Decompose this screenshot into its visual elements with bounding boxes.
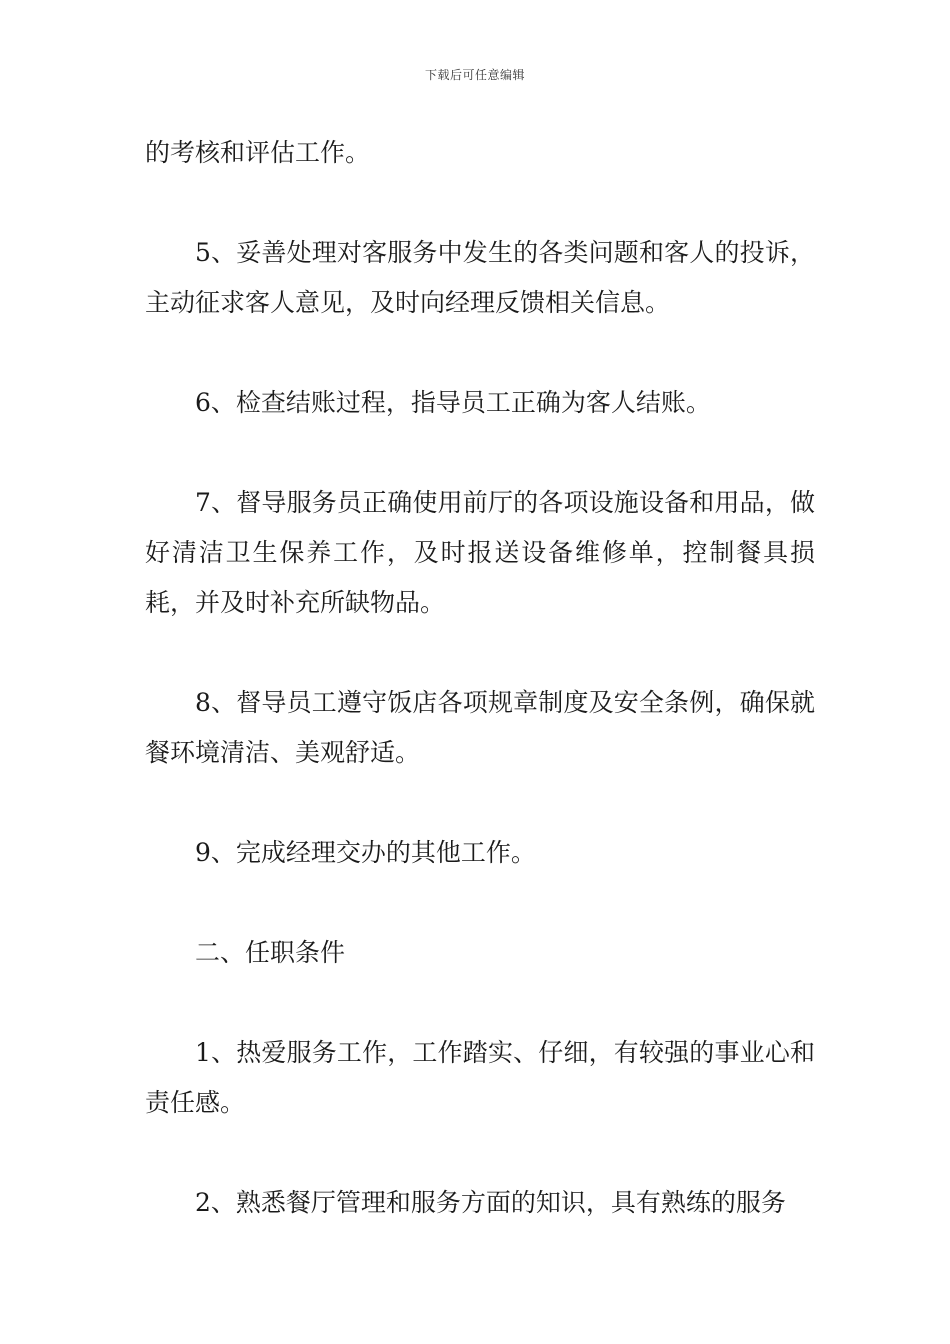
paragraph-continuation: 的考核和评估工作。 <box>145 138 371 167</box>
page-header: 下载后可任意编辑 <box>424 68 525 82</box>
paragraph-item-9: 9、完成经理交办的其他工作。 <box>195 838 536 867</box>
paragraph-item-6: 6、检查结账过程，指导员工正确为客人结账。 <box>195 388 711 417</box>
paragraph-item-8: 8、督导员工遵守饭店各项规章制度及安全条例，确保就餐环境清洁、美观舒适。 <box>145 688 815 767</box>
paragraph-qualification-1: 1、热爱服务工作，工作踏实、仔细，有较强的事业心和责任感。 <box>145 1038 815 1117</box>
section-heading-qualifications: 二、任职条件 <box>195 938 346 967</box>
paragraph-item-7: 7、督导服务员正确使用前厅的各项设施设备和用品，做好清洁卫生保养工作，及时报送设备维修单，控制餐具损耗，并及时补充所缺物品。 <box>145 488 815 617</box>
document-body <box>145 128 815 1228</box>
paragraph-item-5: 5、妥善处理对客服务中发生的各类问题和客人的投诉，主动征求客人意见，及时向经理反馈相关信息。 <box>145 238 815 317</box>
paragraph-qualification-2: 2、熟悉餐厅管理和服务方面的知识，具有熟练的服务 <box>195 1188 786 1217</box>
